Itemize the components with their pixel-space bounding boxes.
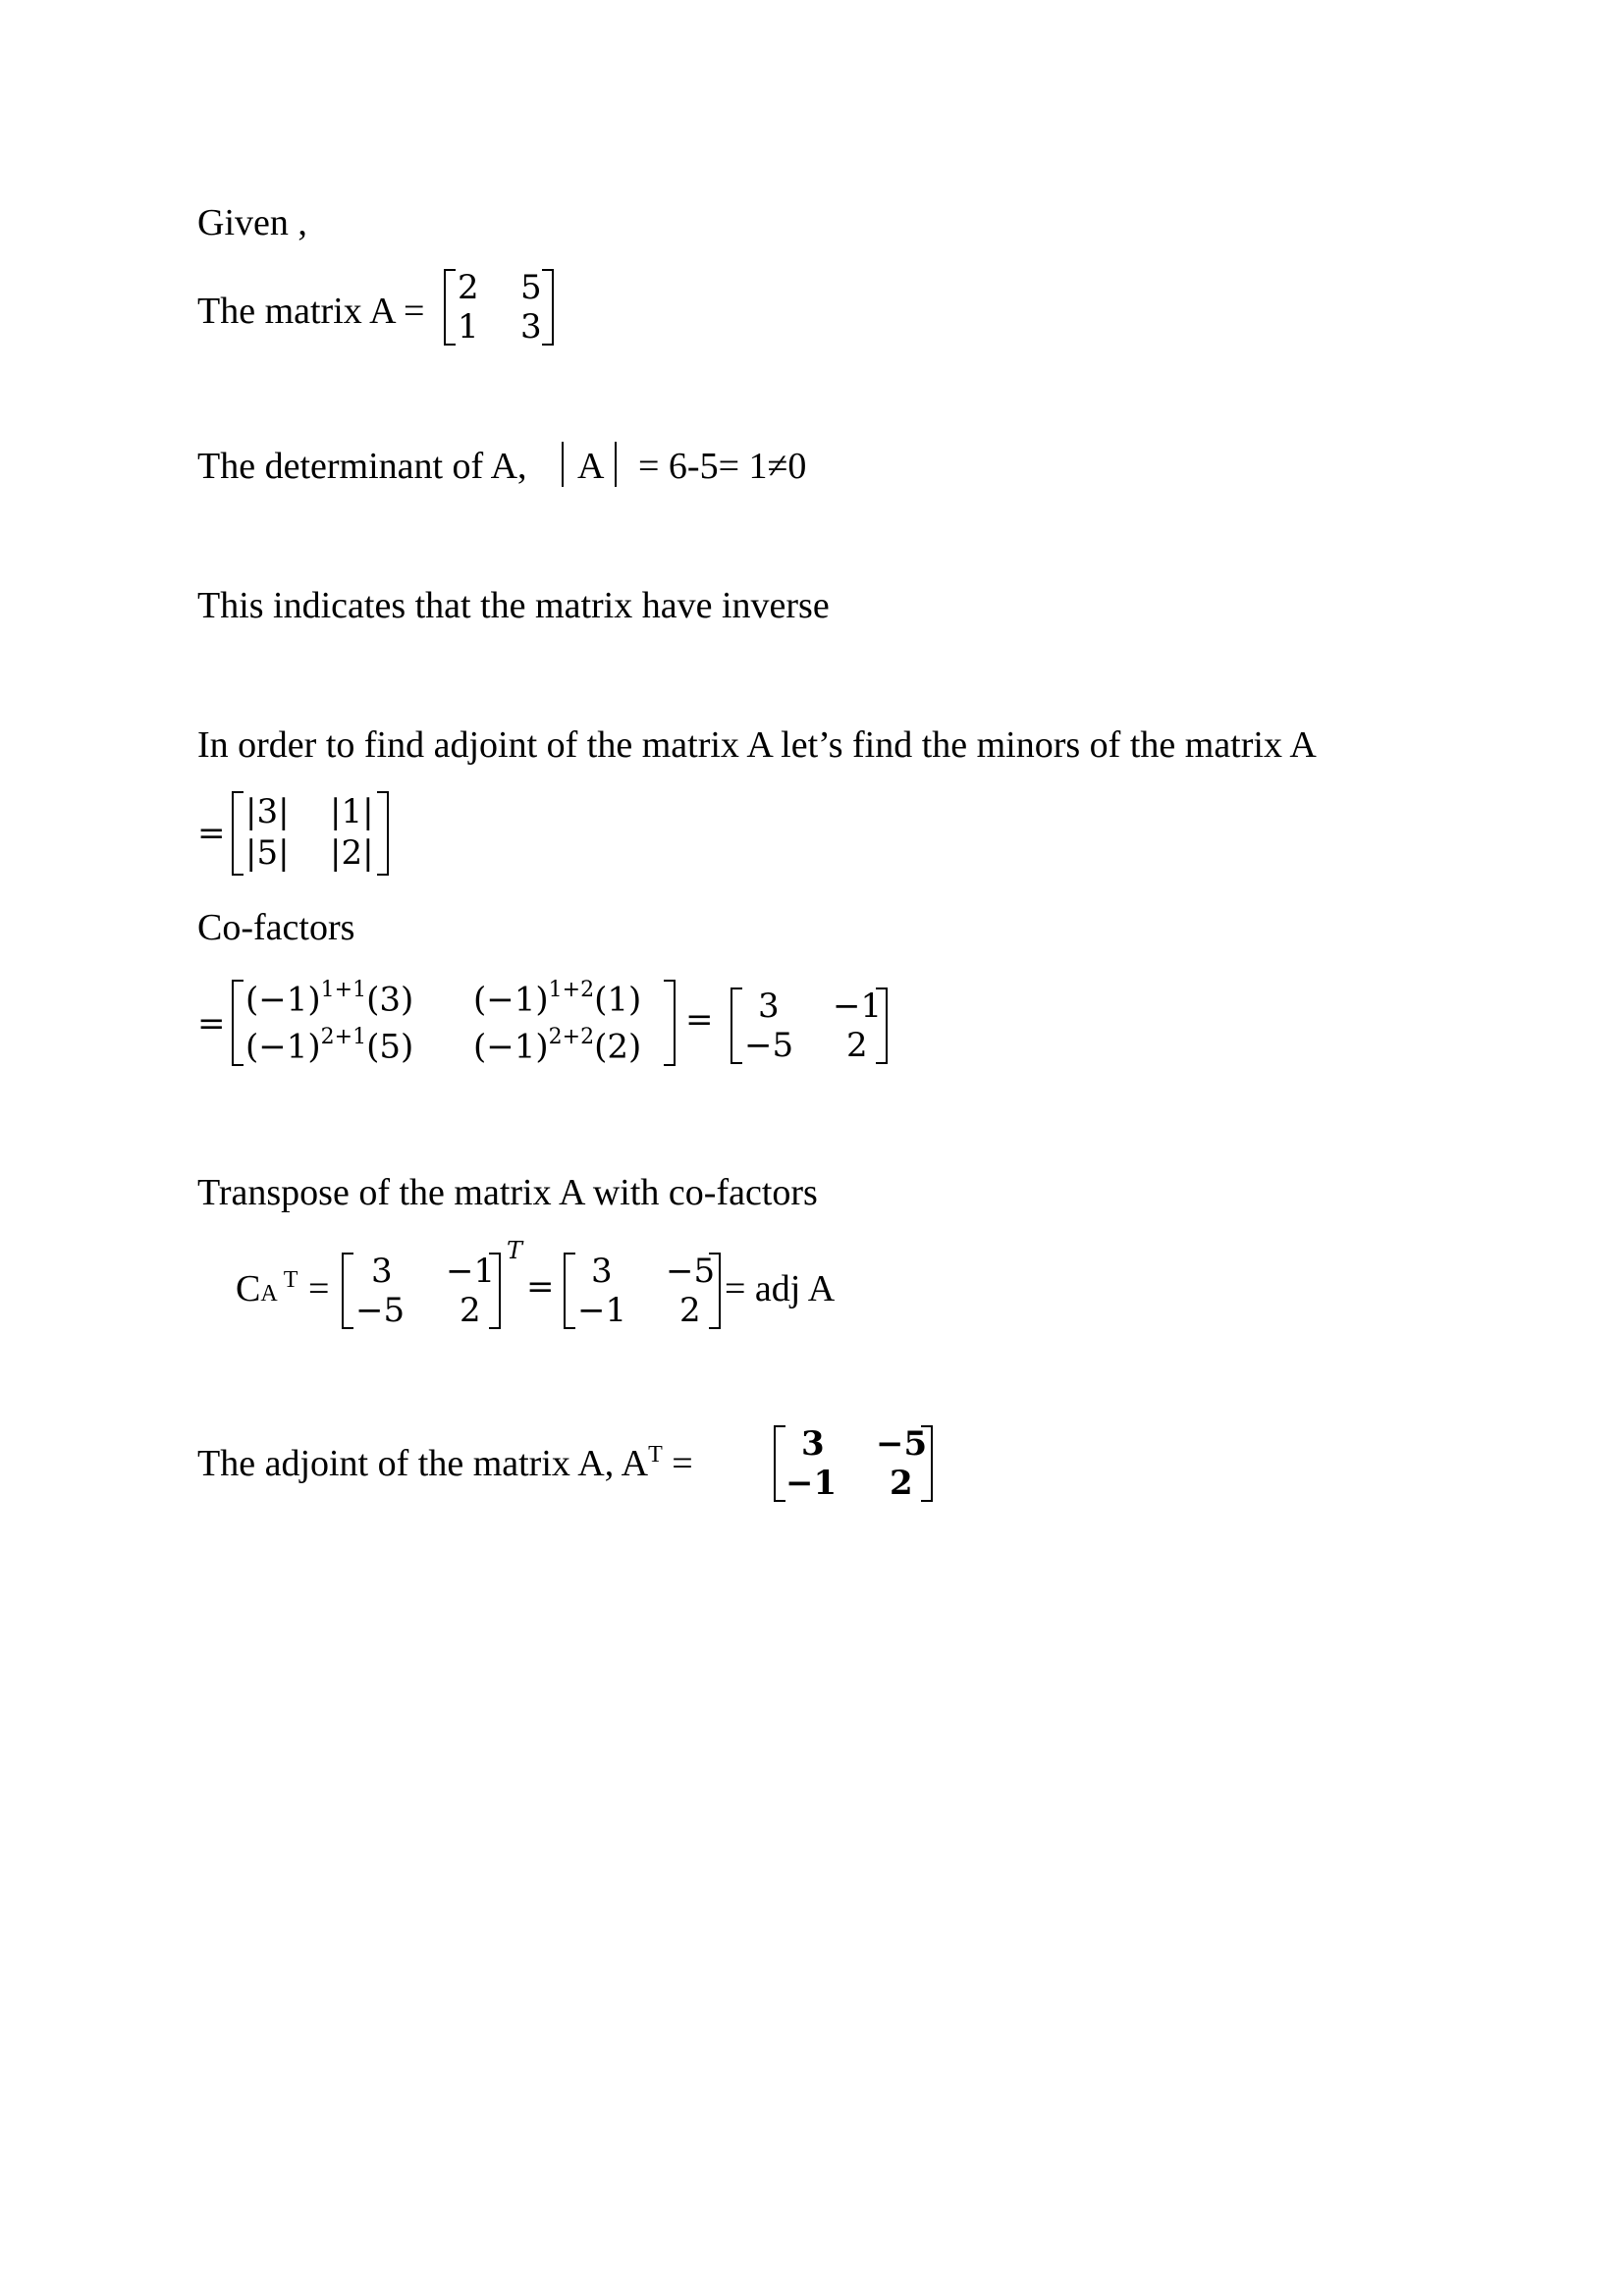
- matrix-a-right-bracket: [542, 269, 554, 346]
- cofactors-equals: =: [197, 1004, 226, 1043]
- cofactors-equals-2: =: [685, 1000, 714, 1040]
- determinant-label: The determinant of A,: [197, 446, 527, 487]
- determinant-value: = 6-5= 1≠0: [638, 446, 807, 487]
- determinant-a: A: [577, 446, 605, 487]
- cofactor-exp: 1+2: [548, 978, 595, 1002]
- cofactor-result-cell: −1: [833, 987, 883, 1026]
- cofactor-result-right-bracket: [876, 988, 888, 1064]
- minors-cell: |5|: [245, 833, 290, 873]
- adjoint-label-sup: T: [648, 1442, 663, 1468]
- cofactor-cell: [245, 1025, 414, 1067]
- adjoint-right-bracket: [921, 1425, 933, 1502]
- transpose-right-matrix-right-bracket: [709, 1253, 721, 1329]
- cofactors-left-bracket: [232, 980, 244, 1066]
- matrix-a-cell: 2: [458, 268, 479, 307]
- matrix-a-cell: 1: [458, 307, 479, 347]
- transpose-left-cell: −5: [355, 1291, 406, 1330]
- minors-intro: In order to find adjoint of the matrix A let’s find the minors of the matrix A: [197, 724, 1317, 766]
- minors-cell: |3|: [245, 792, 290, 831]
- cofactor-result-left-bracket: [731, 988, 742, 1064]
- transpose-sup: T: [507, 1237, 523, 1264]
- minors-cell: |1|: [330, 792, 374, 831]
- transpose-equals: =: [308, 1268, 330, 1309]
- cofactor-result-cell: 3: [758, 987, 780, 1026]
- adjoint-left-bracket: [774, 1425, 785, 1502]
- transpose-left-cell: 2: [460, 1291, 481, 1330]
- transpose-equals-2: =: [526, 1267, 555, 1307]
- minors-equals: =: [197, 814, 226, 853]
- matrix-a-cell: 3: [520, 307, 542, 347]
- transpose-right-cell: −5: [666, 1252, 716, 1291]
- adjoint-cell: −1: [785, 1464, 838, 1503]
- cofactor-val: (5): [366, 1027, 414, 1067]
- adjoint-cell: 3: [801, 1424, 825, 1464]
- cofactor-exp: 1+1: [320, 978, 367, 1002]
- inverse-note: This indicates that the matrix have inverse: [197, 585, 830, 626]
- matrix-a-label: The matrix A =: [197, 291, 425, 332]
- transpose-lhs-sub: A: [260, 1281, 278, 1307]
- transpose-right-matrix-left-bracket: [564, 1253, 575, 1329]
- matrix-a-cell: 5: [520, 268, 542, 307]
- cofactor-cell: [473, 978, 642, 1020]
- determinant-bar-left: [562, 442, 564, 487]
- determinant-bar-right: [615, 442, 617, 487]
- transpose-heading: Transpose of the matrix A with co-factors: [197, 1172, 818, 1213]
- transpose-right-cell: −1: [577, 1291, 627, 1330]
- cofactor-exp: 2+2: [548, 1025, 595, 1049]
- transpose-lhs: [236, 1267, 298, 1309]
- transpose-lhs-sup: T: [283, 1267, 298, 1293]
- adjoint-label-text: The adjoint of the matrix A, A: [197, 1443, 649, 1484]
- transpose-right-cell: 2: [679, 1291, 701, 1330]
- adjoint-cell: −5: [876, 1424, 928, 1464]
- minors-cell: |2|: [330, 833, 374, 873]
- minors-left-bracket: [232, 791, 244, 876]
- adjoint-label-eq: =: [672, 1443, 693, 1484]
- cofactor-cell: [245, 978, 414, 1020]
- cofactor-val: (3): [366, 980, 414, 1020]
- cofactor-base: (−1): [473, 1027, 549, 1067]
- transpose-right-cell: 3: [591, 1252, 613, 1291]
- adjoint-label: [197, 1442, 693, 1484]
- cofactor-base: (−1): [245, 980, 321, 1020]
- cofactors-right-bracket: [664, 980, 676, 1066]
- cofactor-result-cell: −5: [744, 1026, 794, 1065]
- cofactor-result-cell: 2: [846, 1026, 868, 1065]
- given-text: Given ,: [197, 202, 307, 243]
- cofactor-val: (2): [594, 1027, 642, 1067]
- cofactor-base: (−1): [245, 1027, 321, 1067]
- transpose-left-matrix-left-bracket: [342, 1253, 353, 1329]
- minors-right-bracket: [377, 791, 389, 876]
- transpose-left-matrix-right-bracket: [489, 1253, 501, 1329]
- transpose-lhs-c: C: [236, 1268, 261, 1309]
- transpose-left-cell: 3: [371, 1252, 393, 1291]
- transpose-tail: = adj A: [725, 1268, 836, 1309]
- cofactor-base: (−1): [473, 980, 549, 1020]
- matrix-a-left-bracket: [444, 269, 456, 346]
- cofactor-exp: 2+1: [320, 1025, 367, 1049]
- cofactor-val: (1): [594, 980, 642, 1020]
- transpose-left-cell: −1: [446, 1252, 496, 1291]
- adjoint-cell: 2: [890, 1464, 913, 1503]
- cofactor-cell: [473, 1025, 642, 1067]
- cofactors-heading: Co-factors: [197, 907, 355, 948]
